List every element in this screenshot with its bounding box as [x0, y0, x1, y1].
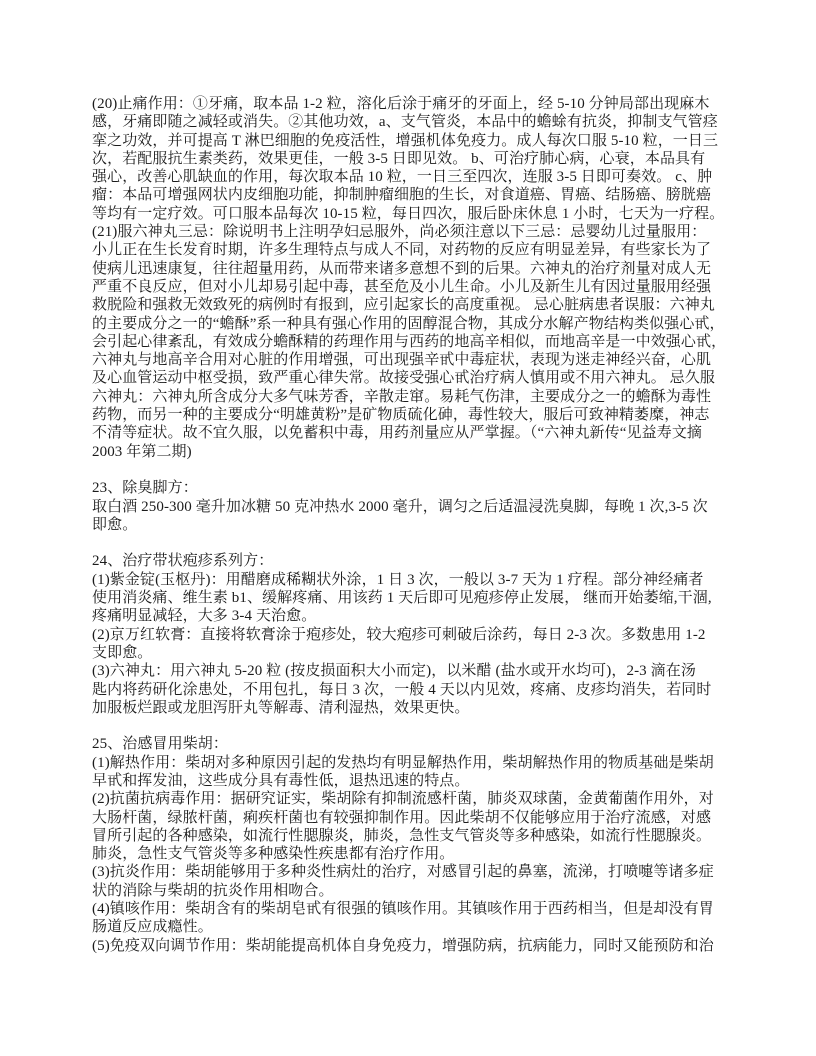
text-line: 疼痛明显减轻，大多 3-4 天治愈。: [92, 608, 317, 625]
text-line: (4)镇咳作用：柴胡含有的柴胡皂甙有很强的镇咳作用。其镇咳作用于西药相当，但是却没有胃: [92, 901, 714, 918]
text-line: 强心，改善心肌缺血的作用，每次取本品 10 粒，一日三至四次，连服 3-5 日即可奏效。 c、肿: [92, 169, 713, 186]
text-line: 25、治感冒用柴胡：: [92, 736, 229, 753]
item-24-shingles-remedy-series: [92, 552, 732, 717]
text-line: 严重不良反应，但对小儿却易引起中毒，甚至危及小儿生命。小儿及新生儿有因过量服用经强: [92, 278, 712, 295]
text-line: 六神丸与地高辛合用对心脏的作用增强，可出现强辛甙中毒症状，表现为迷走神经兴奋，心肌: [92, 352, 712, 369]
text-line: 24、治疗带状疱疹系列方：: [92, 553, 274, 570]
text-line: (5)免疫双向调节作用：柴胡能提高机体自身免疫力，增强防病，抗病能力，同时又能预防和治: [92, 937, 714, 954]
text-line: 冒所引起的各种感染，如流行性腮腺炎，肺炎，急性支气管炎等多种感染，如流行性腮腺炎。: [92, 827, 712, 844]
text-line: (20)止痛作用：①牙痛，取本品 1-2 粒，溶化后涂于痛牙的牙面上，经 5-10 分钟局部出现麻木: [92, 96, 710, 112]
text-line: 支即愈。: [92, 644, 153, 661]
text-line: 使用消炎痛、维生素 b1、缓解疼痛、用该药 1 天后即可见疱疹停止发展， 继而开始萎缩,干涸,: [92, 590, 712, 607]
text-line: 感，牙痛即随之减轻或消失。②其他功效，a、支气管炎，本品中的蟾蜍有抗炎，抑制支气管痉: [92, 114, 718, 131]
text-line: 23、除臭脚方：: [92, 480, 198, 497]
item-20-21-liushen-pill-uses-and-taboos: [92, 95, 732, 461]
document-text-body: [92, 95, 732, 955]
text-line: 2003 年第二期): [92, 443, 192, 460]
text-line: 使病儿迅速康复，往往超量用药，从而带来诸多意想不到的后果。六神丸的治疗剂量对成人无: [92, 260, 712, 277]
text-line: 早甙和挥发油，这些成分具有毒性低，退热迅速的特点。: [92, 772, 470, 789]
text-line: 即愈。: [92, 516, 138, 533]
text-line: (1)解热作用：柴胡对多种原因引起的发热均有明显解热作用，柴胡解热作用的物质基础是柴胡: [92, 754, 714, 771]
text-line: (2)京万红软膏：直接将软膏涂于疱疹处，较大疱疹可刺破后涂药，每日 2-3 次。多数患用 1-2: [92, 626, 706, 643]
text-line: 瘤：本品可增强网状内皮细胞功能，抑制肿瘤细胞的生长，对食道癌、胃癌、结肠癌、膀胱癌: [92, 187, 712, 204]
text-line: 的主要成分之一的“蟾酥”系一种具有强心作用的固醇混合物，其成分水解产物结构类似强心甙，: [92, 315, 725, 332]
text-line: 匙内将药研化涂患处，不用包扎，每日 3 次，一般 4 天以内见效，疼痛、皮疹均消失，若同时: [92, 681, 712, 698]
text-line: 大肠杆菌，绿脓杆菌，痢疾杆菌也有较强抑制作用。因此柴胡不仅能够应用于治疗流感，对感: [92, 809, 712, 826]
text-line: 及心血管运动中枢受损，致严重心律失常。故接受强心甙治疗病人慎用或不用六神丸。 忌久服: [92, 370, 715, 387]
text-line: 会引起心律紊乱，有效成分蟾酥精的药理作用与西药的地高辛相似，而地高辛是一中效强心甙，: [92, 333, 727, 350]
text-line: (21)服六神丸三忌：除说明书上注明孕妇忌服外，尚必须注意以下三忌：忌婴幼儿过量服用：: [92, 224, 707, 241]
text-line: 挛之功效，并可提高 T 淋巴细胞的免疫活性，增强机体免疫力。成人每次口服 5-10 粒，一日三: [92, 132, 719, 149]
item-23-foot-odor-remedy: [92, 479, 732, 534]
text-line: 取白酒 250-300 毫升加冰糖 50 克冲热水 2000 毫升，调匀之后适温浸洗臭脚，每晚 1 次,3-5 次: [92, 498, 708, 515]
text-line: (3)六神丸：用六神丸 5-20 粒 (按皮损面积大小而定)，以米醋 (盐水或开水均可)，2-3 滴在汤: [92, 663, 696, 680]
text-line: 加服板烂跟或龙胆泻肝丸等解毒、清利湿热，效果更快。: [92, 699, 470, 716]
text-line: 等均有一定疗效。可口服本品每次 10-15 粒，每日四次，服后卧床休息 1 小时，七天为一疗程。: [92, 205, 725, 222]
text-line: 肠道反应成瘾性。: [92, 919, 213, 936]
text-line: 药物，而另一种的主要成分“明雄黄粉”是矿物质硫化砷，毒性较大，服后可致神精萎糜，神志: [92, 407, 710, 424]
text-line: (3)抗炎作用：柴胡能够用于多种炎性病灶的治疗，对感冒引起的鼻塞，流涕，打喷嚏等诸多症: [92, 864, 714, 881]
text-line: 肺炎，急性支气管炎等多种感染性疾患都有治疗作用。: [92, 846, 455, 863]
text-line: 六神丸：六神丸所含成分大多气味芳香，辛散走窜。易耗气伤津，主要成分之一的蟾酥为毒性: [92, 388, 712, 405]
text-line: (1)紫金锭(玉枢丹)：用醋磨成稀糊状外涂，1 日 3 次，一般以 3-7 天为 1 疗程。部分神经痛者: [92, 571, 704, 588]
text-line: 次，若配服抗生素类药，效果更佳，一般 3-5 日即见效。 b、可治疗肺心病，心衰，本品具有: [92, 150, 706, 167]
text-line: 小儿正在生长发育时期，许多生理特点与成人不同，对药物的反应有明显差异，有些家长为了: [92, 242, 712, 259]
text-line: 状的消除与柴胡的抗炎作用相吻合。: [92, 882, 334, 899]
text-line: 不清等症状。故不宜久服，以免蓄积中毒，用药剂量应从严掌握。（“六神丸新传“见益寿文摘: [92, 425, 703, 442]
item-25-bupleurum-for-colds: [92, 735, 732, 955]
text-line: 救脱险和强救无效致死的病例时有报到，应引起家长的高度重视。 忌心脏病患者误服：六神丸: [92, 297, 715, 314]
text-line: (2)抗菌抗病毒作用：据研究证实，柴胡除有抑制流感杆菌，肺炎双球菌，金黄葡菌作用外，对: [92, 791, 714, 808]
